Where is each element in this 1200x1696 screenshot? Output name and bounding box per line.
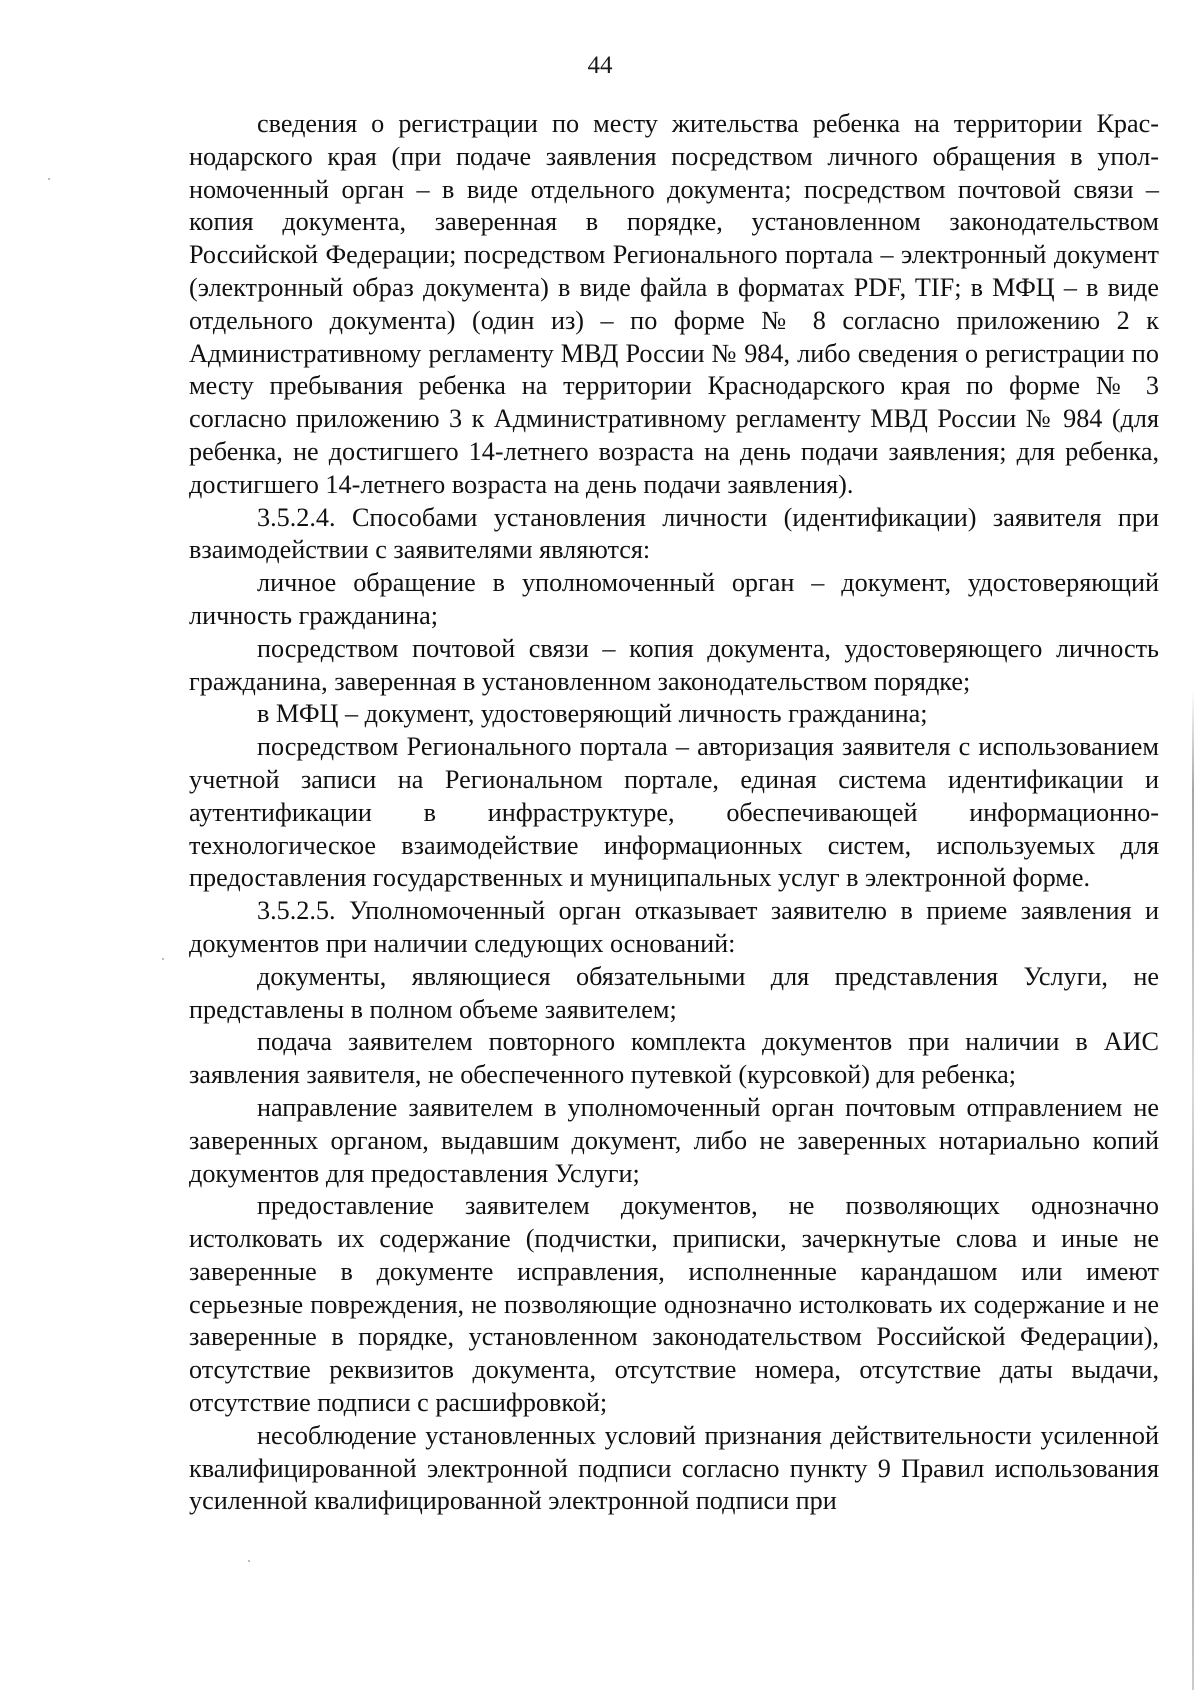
- paragraph-incomplete-documents: документы, являющиеся обязательными для представления Услуги, не представлены в полном объеме заявителем;: [189, 961, 1159, 1024]
- paragraph-mfc: в МФЦ – документ, удостоверяющий личность гражданина;: [257, 699, 928, 729]
- paragraph-repeated-submission: подача заявителем повторного комплекта документов при наличии в АИС заявления заявителя, не обеспеченного путевкой (курсовкой) для ребенка;: [189, 1027, 1159, 1090]
- paragraph-postal: посредством почтовой связи – копия документа, удостоверяющего личность гражданина, заверенная в установленном законодательством порядке;: [189, 633, 1159, 696]
- paragraph-registration-info: сведения о регистрации по месту жительства ребенка на территории Краснодарского края (при подаче заявления посредством личного обращения в уполномоченный орган – в виде отдельного документа; посредством почтовой связи – копия документа, заверенная в порядке, установленном законодательством Российской Федерации; посредством Регионального портала – электронный документ (электронный образ документа) в виде файла в форматах PDF, TIF; в МФЦ – в виде отдельного документа) (один из) – по форме № 8 согласно приложению 2 к Административному регламенту МВД России № 984, либо сведения о регистрации по месту пребывания ребенка на территории Краснодарского края по форме № 3 согласно приложению 3 к Административному регламенту МВД России № 984 (для ребенка, не достигшего 14-летнего возраста на день подачи заявления; для ребенка, достигшего 14-летнего возраста на день подачи заявления).: [189, 109, 1159, 499]
- document-body: [189, 108, 1159, 1518]
- scan-edge-artifact: [1192, 690, 1194, 1690]
- scan-dot-artifact: [248, 1560, 250, 1562]
- paragraph-regional-portal: посредством Регионального портала – авторизация заявителя с использованием учетной записи на Региональном портале, единая система идентификации и аутентификации в инфраструктуре, обеспечивающей информационно-технологическое взаимодействие информационных систем, используемых для предоставления государственных и муниципальных услуг в электронной форме.: [189, 732, 1159, 893]
- paragraph-personal-appeal: личное обращение в уполномоченный орган – документ, удостоверяющий личность гражданина;: [189, 568, 1159, 630]
- paragraph-3-5-2-5-heading: 3.5.2.5. Уполномоченный орган отказывает заявителю в приеме заявления и документов при наличии следующих оснований:: [189, 896, 1159, 958]
- paragraph-3-5-2-4-heading: 3.5.2.4. Способами установления личности (идентификации) заявителя при взаимодействии с заявителями являются:: [189, 502, 1159, 565]
- scan-dot-artifact: [48, 178, 50, 180]
- paragraph-signature-validity: несоблюдение установленных условий признания действительности усиленной квалифицированной электронной подписи согласно пункту 9 Правил использования усиленной квалифицированной электронной подписи при: [189, 1420, 1159, 1516]
- paragraph-ambiguous-documents: предоставление заявителем документов, не позволяющих однозначно истолковать их содержание (подчистки, приписки, зачеркнутые слова и иные не заверенные в документе исправления, исполненные карандашом или имеют серьезные повреждения, не позволяющие однозначно истолковать их содержание и не заверенные в порядке, установленном законодательством Российской Федерации), отсутствие реквизитов документа, отсутствие номера, отсутствие даты выдачи, отсутствие подписи с расшифровкой;: [189, 1191, 1159, 1418]
- page-number: 44: [587, 52, 613, 79]
- paragraph-uncertified-copies: направление заявителем в уполномоченный орган почтовым отправлением не заверенных органом, выдавшим документ, либо не заверенных нотариально копий документов для предоставления Услуги;: [189, 1092, 1159, 1188]
- scan-dot-artifact: [162, 958, 164, 960]
